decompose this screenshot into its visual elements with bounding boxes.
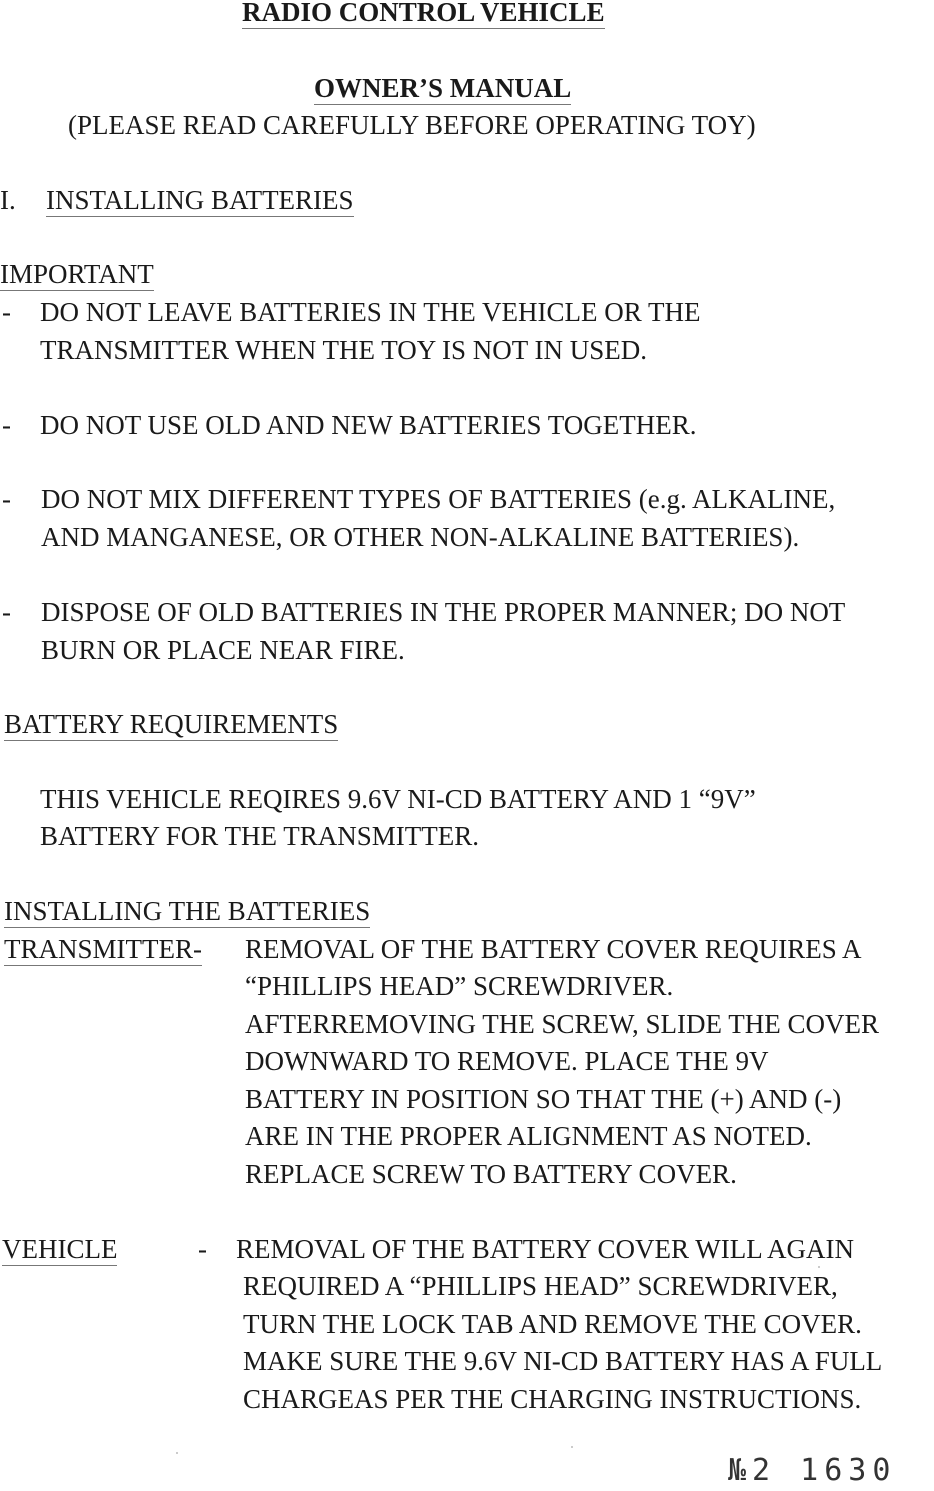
transmitter-line: AFTERREMOVING THE SCREW, SLIDE THE COVER [245,1009,880,1039]
scan-speck [176,1452,178,1454]
bullet-dash: - [2,597,11,627]
requirements-heading: BATTERY REQUIREMENTS [4,709,339,739]
transmitter-line: REMOVAL OF THE BATTERY COVER REQUIRES A [245,934,862,964]
document-subtitle: OWNER’S MANUAL [314,73,572,103]
section-number: I. [0,185,16,215]
vehicle-line: REMOVAL OF THE BATTERY COVER WILL AGAIN [236,1234,855,1264]
bullet-dash: - [2,297,11,327]
transmitter-line: DOWNWARD TO REMOVE. PLACE THE 9V [245,1046,769,1076]
item-line: BURN OR PLACE NEAR FIRE. [41,635,405,665]
vehicle-label: VEHICLE [2,1234,118,1264]
serial-stamp: №2 1630 [728,1453,897,1488]
vehicle-line: REQUIRED A “PHILLIPS HEAD” SCREWDRIVER, [243,1271,838,1301]
installing-heading: INSTALLING THE BATTERIES [4,896,371,926]
scan-speck [571,1446,573,1448]
item-line: DO NOT LEAVE BATTERIES IN THE VEHICLE OR THE [40,297,701,327]
bullet-dash: - [2,410,11,440]
scan-speck [818,1266,820,1268]
requirements-line: BATTERY FOR THE TRANSMITTER. [40,821,480,851]
item-line: DISPOSE OF OLD BATTERIES IN THE PROPER MANNER; DO NOT [41,597,846,627]
vehicle-dash: - [198,1234,207,1264]
item-line: DO NOT MIX DIFFERENT TYPES OF BATTERIES (e.g. ALKALINE, [41,484,836,514]
requirements-line: THIS VEHICLE REQIRES 9.6V NI-CD BATTERY AND 1 “9V” [40,784,756,814]
document-title: RADIO CONTROL VEHICLE [242,0,605,31]
section-heading: INSTALLING BATTERIES [46,185,354,215]
bullet-dash: - [2,484,11,514]
transmitter-line: “PHILLIPS HEAD” SCREWDRIVER. [245,971,674,1001]
vehicle-line: TURN THE LOCK TAB AND REMOVE THE COVER. [243,1309,862,1339]
transmitter-line: REPLACE SCREW TO BATTERY COVER. [245,1159,737,1189]
item-line: AND MANGANESE, OR OTHER NON-ALKALINE BATTERIES). [41,522,800,552]
important-heading: IMPORTANT [0,259,154,289]
transmitter-line: ARE IN THE PROPER ALIGNMENT AS NOTED. [245,1121,812,1151]
vehicle-line: CHARGEAS PER THE CHARGING INSTRUCTIONS. [243,1384,862,1414]
transmitter-line: BATTERY IN POSITION SO THAT THE (+) AND (-) [245,1084,842,1114]
transmitter-label: TRANSMITTER- [4,934,202,964]
read-notice: (PLEASE READ CAREFULLY BEFORE OPERATING TOY) [68,110,756,140]
item-line: DO NOT USE OLD AND NEW BATTERIES TOGETHER. [40,410,697,440]
vehicle-line: MAKE SURE THE 9.6V NI-CD BATTERY HAS A FULL [243,1346,883,1376]
item-line: TRANSMITTER WHEN THE TOY IS NOT IN USED. [40,335,647,365]
